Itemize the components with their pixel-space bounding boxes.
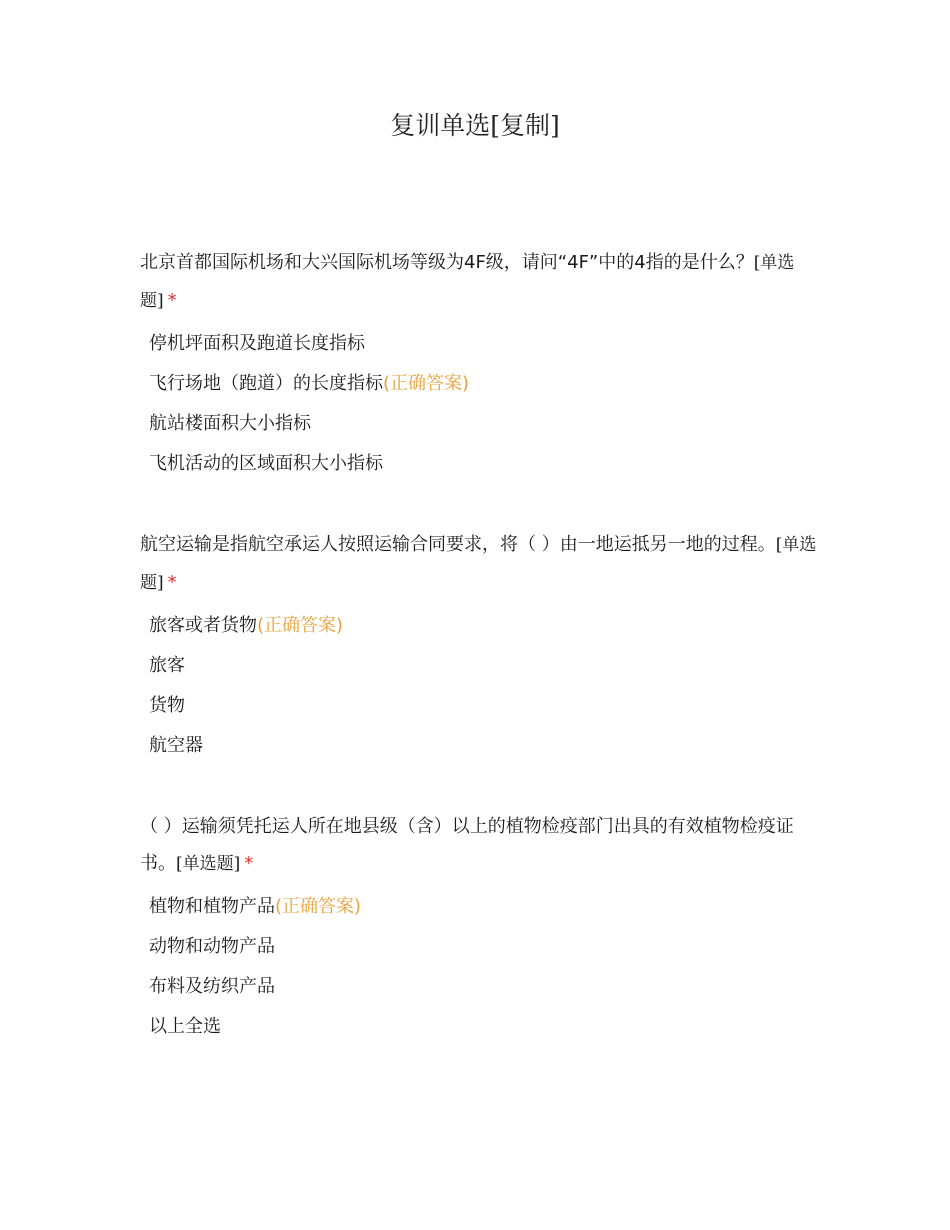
question-2 <box>140 526 820 766</box>
question-type-label: [单选题] <box>176 854 241 874</box>
question-stem <box>140 526 820 602</box>
correct-answer-tag: (正确答案) <box>383 373 470 394</box>
correct-answer-tag: (正确答案) <box>275 896 362 917</box>
option-label: 航站楼面积大小指标 <box>149 413 311 434</box>
option-list <box>140 887 820 1047</box>
question-type-label: [单选题] <box>140 253 795 311</box>
option-1[interactable] <box>140 606 820 646</box>
question-3 <box>140 808 820 1047</box>
question-list <box>140 244 820 1089</box>
option-label: 停机坪面积及跑道长度指标 <box>149 333 365 354</box>
required-mark: * <box>244 853 254 874</box>
option-list <box>140 606 820 766</box>
option-2[interactable] <box>140 646 820 686</box>
required-mark: * <box>167 290 177 311</box>
question-stem <box>140 244 820 320</box>
option-label: 植物和植物产品 <box>149 896 275 917</box>
option-label: 布料及纺织产品 <box>149 976 275 997</box>
option-1[interactable] <box>140 324 820 364</box>
option-4[interactable] <box>140 1007 820 1047</box>
required-mark: * <box>167 572 177 593</box>
correct-answer-tag: (正确答案) <box>257 615 344 636</box>
option-3[interactable] <box>140 686 820 726</box>
option-label: 旅客或者货物 <box>149 615 257 636</box>
option-label: 旅客 <box>149 655 185 676</box>
option-4[interactable] <box>140 726 820 766</box>
question-text: 北京首都国际机场和大兴国际机场等级为4F级，请问“4F”中的4指的是什么？ <box>140 252 754 273</box>
page-title: 复训单选[复制] <box>390 111 560 140</box>
option-label: 以上全选 <box>149 1016 221 1037</box>
option-2[interactable] <box>140 927 820 967</box>
question-type-label: [单选题] <box>140 535 817 593</box>
option-label: 飞机活动的区域面积大小指标 <box>149 453 383 474</box>
question-1 <box>140 244 820 484</box>
question-stem <box>140 808 820 883</box>
option-label: 航空器 <box>149 735 203 756</box>
option-label: 飞行场地（跑道）的长度指标 <box>149 373 383 394</box>
option-3[interactable] <box>140 967 820 1007</box>
option-3[interactable] <box>140 404 820 444</box>
question-text: 航空运输是指航空承运人按照运输合同要求，将（ ）由一地运抵另一地的过程。 <box>140 534 776 555</box>
option-label: 货物 <box>149 695 185 716</box>
option-label: 动物和动物产品 <box>149 936 275 957</box>
option-list <box>140 324 820 484</box>
question-text: （ ）运输须凭托运人所在地县级（含）以上的植物检疫部门出具的有效植物检疫证书。 <box>140 816 794 874</box>
option-2[interactable] <box>140 364 820 404</box>
option-1[interactable] <box>140 887 820 927</box>
option-4[interactable] <box>140 444 820 484</box>
